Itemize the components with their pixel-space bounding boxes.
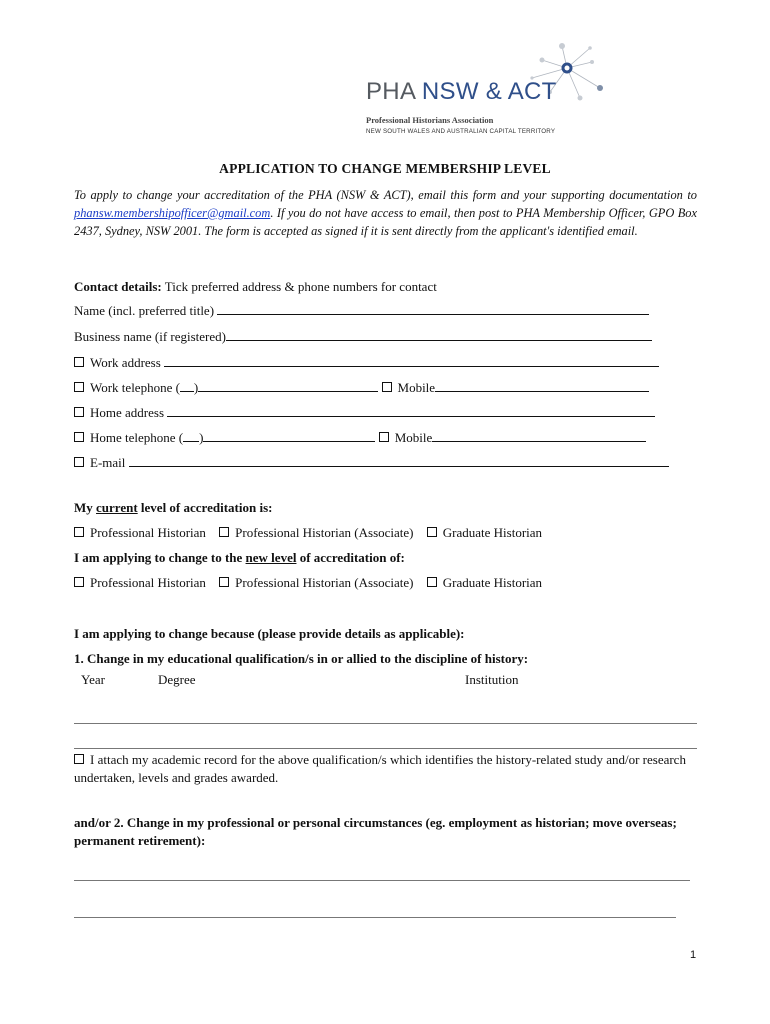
new-option-associate: Professional Historian (Associate): [235, 575, 414, 590]
reasons-heading: I am applying to change because (please provide details as applicable):: [74, 626, 465, 641]
current-level-options: [74, 525, 542, 541]
membership-email-link[interactable]: phansw.membershipofficer@gmail.com: [74, 206, 271, 220]
current-option-professional: Professional Historian: [90, 525, 206, 540]
current-associate-checkbox[interactable]: [219, 527, 229, 537]
mobile2-label: Mobile: [394, 430, 433, 445]
home-phone-label: Home telephone (: [90, 430, 184, 445]
logo-nsw-act: NSW & ACT: [421, 78, 557, 105]
col-year: Year: [81, 672, 105, 687]
contact-heading: Contact details:: [74, 279, 162, 294]
col-institution: Institution: [465, 672, 519, 687]
reason-1-heading: 1. Change in my educational qualification/s in or allied to the discipline of history:: [74, 651, 529, 666]
home-mobile-checkbox[interactable]: [379, 432, 389, 442]
new-level-prefix: I am applying to change to the: [74, 550, 246, 565]
work-phone-label: Work telephone (: [90, 380, 180, 395]
business-input-line[interactable]: [226, 339, 652, 341]
home-phone-field[interactable]: [74, 430, 646, 446]
home-phone-input-line[interactable]: [203, 440, 375, 442]
work-address-checkbox[interactable]: [74, 357, 84, 367]
business-label: Business name (if registered): [74, 329, 226, 344]
home-address-input-line[interactable]: [167, 415, 655, 417]
new-level-heading: [74, 550, 405, 566]
qualification-line-2[interactable]: [74, 748, 697, 749]
current-level-suffix: level of accreditation is:: [137, 500, 273, 515]
email-checkbox[interactable]: [74, 457, 84, 467]
current-option-graduate: Graduate Historian: [442, 525, 543, 540]
work-phone-input-line[interactable]: [198, 390, 378, 392]
current-level-emph: current: [96, 500, 138, 515]
intro-before-email: To apply to change your accreditation of the PHA (NSW & ACT), email this form and your supporting documentation to: [74, 188, 697, 202]
contact-heading-note: Tick preferred address & phone numbers for contact: [161, 279, 437, 294]
attach-record-text: I attach my academic record for the above qualification/s which identifies the history-related study and/or research undertaken, levels and grades awarded.: [74, 752, 686, 785]
new-professional-checkbox[interactable]: [74, 577, 84, 587]
home-address-label: Home address: [90, 405, 165, 420]
new-level-suffix: of accreditation of:: [296, 550, 405, 565]
work-address-label: Work address: [90, 355, 161, 370]
current-professional-checkbox[interactable]: [74, 527, 84, 537]
pha-logo: [362, 40, 612, 140]
email-field[interactable]: [74, 455, 669, 471]
new-associate-checkbox[interactable]: [219, 577, 229, 587]
current-level-prefix: My: [74, 500, 97, 515]
home-address-checkbox[interactable]: [74, 407, 84, 417]
mobile-label: Mobile: [397, 380, 436, 395]
home-address-field[interactable]: [74, 405, 655, 421]
name-label: Name (incl. preferred title): [74, 303, 215, 318]
logo-pha: PHA: [366, 78, 415, 105]
reason-2-heading: and/or 2. Change in my professional or personal circumstances (eg. employment as historian; move overseas; permanent retirement):: [74, 815, 677, 848]
contact-heading-line: [74, 279, 437, 295]
circumstances-line-1[interactable]: [74, 880, 690, 881]
current-level-heading: [74, 500, 272, 516]
col-degree: Degree: [158, 672, 196, 687]
email-input-line[interactable]: [129, 465, 669, 467]
email-label: E-mail: [90, 455, 126, 470]
circumstances-line-2[interactable]: [74, 917, 676, 918]
home-phone-paren: ): [199, 430, 204, 445]
logo-wordmark: [366, 78, 557, 106]
form-title: APPLICATION TO CHANGE MEMBERSHIP LEVEL: [219, 161, 551, 176]
page-number: 1: [690, 949, 697, 961]
attach-record-item: [74, 751, 694, 787]
new-level-emph: new level: [245, 550, 297, 565]
new-level-options: [74, 575, 542, 591]
work-phone-checkbox[interactable]: [74, 382, 84, 392]
intro-after-email: . If you do not have access to email, then post to PHA Membership Officer, GPO Box 2437, Sydney, NSW 2001. The form is accepted as signed if it is sent directly from the applicant's identified email.: [74, 206, 697, 238]
home-phone-area-line[interactable]: [183, 440, 199, 442]
intro-paragraph: [74, 186, 697, 240]
home-phone-checkbox[interactable]: [74, 432, 84, 442]
logo-region: NEW SOUTH WALES AND AUSTRALIAN CAPITAL TERRITORY: [366, 128, 556, 135]
work-address-input-line[interactable]: [164, 365, 659, 367]
current-option-associate: Professional Historian (Associate): [235, 525, 414, 540]
work-phone-field[interactable]: [74, 380, 649, 396]
work-mobile-input-line[interactable]: [435, 390, 649, 392]
new-option-graduate: Graduate Historian: [442, 575, 543, 590]
work-phone-paren: ): [193, 380, 199, 395]
work-mobile-checkbox[interactable]: [382, 382, 392, 392]
work-phone-area-line[interactable]: [180, 390, 194, 392]
new-option-professional: Professional Historian: [90, 575, 206, 590]
home-mobile-input-line[interactable]: [432, 440, 646, 442]
work-address-field[interactable]: [74, 355, 659, 371]
name-input-line[interactable]: [217, 313, 649, 315]
attach-record-checkbox[interactable]: [74, 754, 84, 764]
new-graduate-checkbox[interactable]: [427, 577, 437, 587]
logo-org-name: Professional Historians Association: [366, 115, 494, 125]
business-field[interactable]: [74, 329, 652, 345]
name-field[interactable]: [74, 303, 649, 319]
qualification-line-1[interactable]: [74, 723, 697, 724]
current-graduate-checkbox[interactable]: [427, 527, 437, 537]
